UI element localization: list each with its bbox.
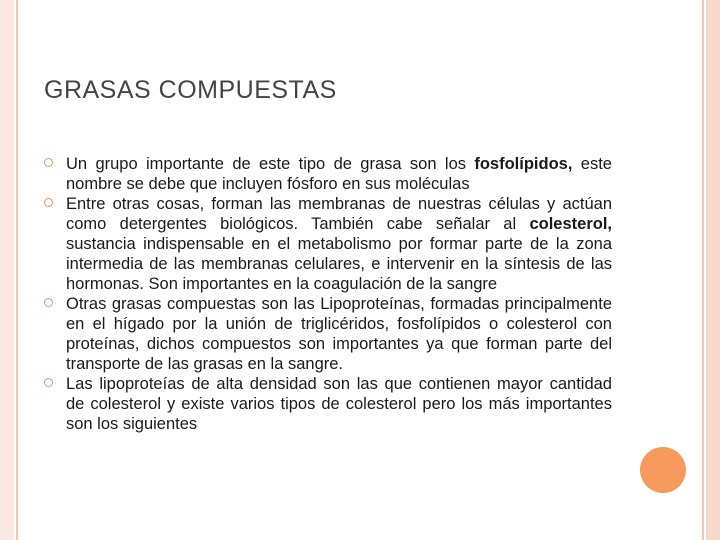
bullet-3-text: Otras grasas compuestas son las Lipoproteínas, formadas principalmente en el hígado por la unión de triglicéridos, fosfolípidos o colesterol con proteínas, dichos compuestos son importantes ya que forman parte del transporte de las grasas en la sangre. xyxy=(66,295,612,373)
bullet-2-bold: colesterol, xyxy=(529,215,612,233)
bullet-1-text: Un grupo importante de este tipo de grasa son los xyxy=(66,155,475,173)
right-decor-strip xyxy=(706,0,720,540)
bullet-circle-icon xyxy=(44,298,53,307)
bullet-2-text: Entre otras cosas, forman las membranas de nuestras células y actúan como detergentes biológicos. También cabe señalar al xyxy=(66,195,612,233)
bullet-item-1 xyxy=(44,154,612,194)
bullet-item-2 xyxy=(44,194,612,294)
bullet-list xyxy=(44,154,612,434)
left-decor-strip xyxy=(0,0,14,540)
bullet-circle-icon xyxy=(44,158,53,167)
bullet-2-text-end: sustancia indispensable en el metabolismo por formar parte de la zona intermedia de las membranas celulares, e intervenir en la síntesis de las hormonas. Son importantes en la coagulación de la sangre xyxy=(66,235,612,293)
slide-title: GRASAS COMPUESTAS xyxy=(44,76,337,104)
bullet-4-text: Las lipoproteías de alta densidad son las que contienen mayor cantidad de colesterol y existe varios tipos de colesterol pero los más importantes son los siguientes xyxy=(66,375,612,433)
decorative-circle xyxy=(640,447,686,493)
bullet-item-4 xyxy=(44,374,612,434)
bullet-circle-icon xyxy=(44,378,53,387)
bullet-1-bold: fosfolípidos, xyxy=(474,155,573,173)
bullet-circle-icon xyxy=(44,198,53,207)
bullet-item-3 xyxy=(44,294,612,374)
bullet-1-text-end: este nombre se debe que incluyen fósforo en sus moléculas xyxy=(66,155,612,193)
